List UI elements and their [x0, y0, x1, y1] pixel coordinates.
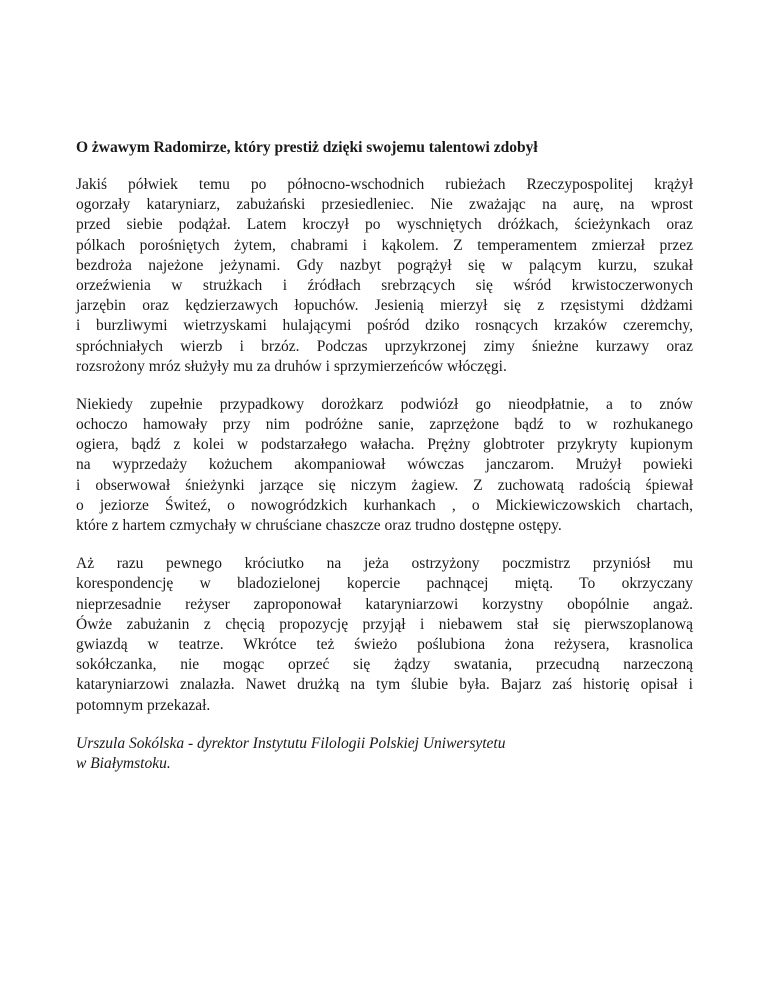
paragraph-line: gwiazdą w teatrze. Wkrótce też świeżo poślubiona żona reżysera, krasnolica	[76, 635, 693, 653]
paragraph-line: o jeziorze Świteź, o nowogródzkich kurhankach , o Mickiewiczowskich chartach,	[76, 496, 693, 514]
paragraph-line: które z hartem czmychały w chruściane chaszcze oraz trudno dostępne ostępy.	[76, 517, 562, 534]
paragraph-line: orzeźwienia w strużkach i źródłach srebrzących się wśród krwistoczerwonych	[76, 276, 693, 294]
author-signature	[76, 734, 693, 774]
paragraph-1	[76, 175, 693, 377]
paragraph-line: przed siebie podążał. Latem kroczył po wyschniętych dróżkach, ścieżynkach oraz	[76, 216, 693, 234]
paragraph-line: Niekiedy zupełnie przypadkowy dorożkarz podwiózł go nieodpłatnie, a to znów	[76, 395, 693, 413]
paragraph-2	[76, 395, 693, 536]
paragraph-line: pólkach porośniętych żytem, chabrami i kąkolem. Z temperamentem zmierzał przez	[76, 236, 693, 254]
paragraph-line: kataryniarzowi znalazła. Nawet drużką na tym ślubie była. Bajarz zaś historię opisał i	[76, 676, 693, 694]
paragraph-line: ochoczo hamowały przy nim podróżne sanie, zaprzężone bądź to w rozhukanego	[76, 416, 693, 434]
paragraph-line: na wyprzedaży kożuchem akompaniował wówczas janczarom. Mrużył powieki	[76, 456, 693, 474]
paragraph-line: ogiera, bądź z kolei w podstarzałego wałacha. Prężny globtroter przykryty kupionym	[76, 436, 693, 454]
signature-line: Urszula Sokólska - dyrektor Instytutu Filologii Polskiej Uniwersytetu	[76, 734, 506, 752]
paragraph-line: Ówże zabużanin z chęcią propozycję przyjął i niebawem stał się pierwszoplanową	[76, 615, 693, 633]
paragraph-line: spróchniałych wierzb i brzóz. Podczas uprzykrzonej zimy śnieżne kurzawy oraz	[76, 337, 693, 355]
paragraph-line: korespondencję w bladozielonej kopercie pachnącej miętą. To okrzyczany	[76, 575, 693, 593]
paragraph-line: i obserwował śnieżynki jarzące się niczym żagiew. Z zuchowatą radością śpiewał	[76, 476, 693, 494]
paragraph-line: bezdroża najeżone jeżynami. Gdy nazbyt pogrążył się w palącym kurzu, szukał	[76, 256, 693, 274]
signature-line: w Białymstoku.	[76, 754, 171, 772]
paragraph-line: rozsrożony mróz służyły mu za druhów i sprzymierzeńców włóczęgi.	[76, 357, 507, 375]
paragraph-line: Jakiś półwiek temu po północno-wschodnich rubieżach Rzeczypospolitej krążył	[76, 176, 693, 193]
paragraph-line: i burzliwymi wietrzyskami hulającymi pośród dziko rosnących krzaków czeremchy,	[76, 317, 693, 335]
document-title: O żwawym Radomirze, który prestiż dzięki swojemu talentowi zdobył	[76, 139, 538, 156]
paragraph-line: Aż razu pewnego króciutko na jeża ostrzyżony poczmistrz przyniósł mu	[76, 555, 693, 573]
document-page	[76, 138, 693, 774]
paragraph-line: ogorzały kataryniarz, zabużański przesiedleniec. Nie zważając na aurę, na wprost	[76, 196, 693, 214]
paragraph-line: sokółczanka, nie mogąc oprzeć się żądzy swatania, przecudną narzeczoną	[76, 656, 693, 674]
paragraph-line: nieprzesadnie reżyser zaproponował kataryniarzowi korzystny obopólnie angaż.	[76, 595, 693, 613]
paragraph-3	[76, 554, 693, 716]
paragraph-line: potomnym przekazał.	[76, 696, 211, 714]
paragraph-line: jarzębin oraz kędzierzawych łopuchów. Jesienią mierzył się z rzęsistymi dżdżami	[76, 297, 693, 315]
